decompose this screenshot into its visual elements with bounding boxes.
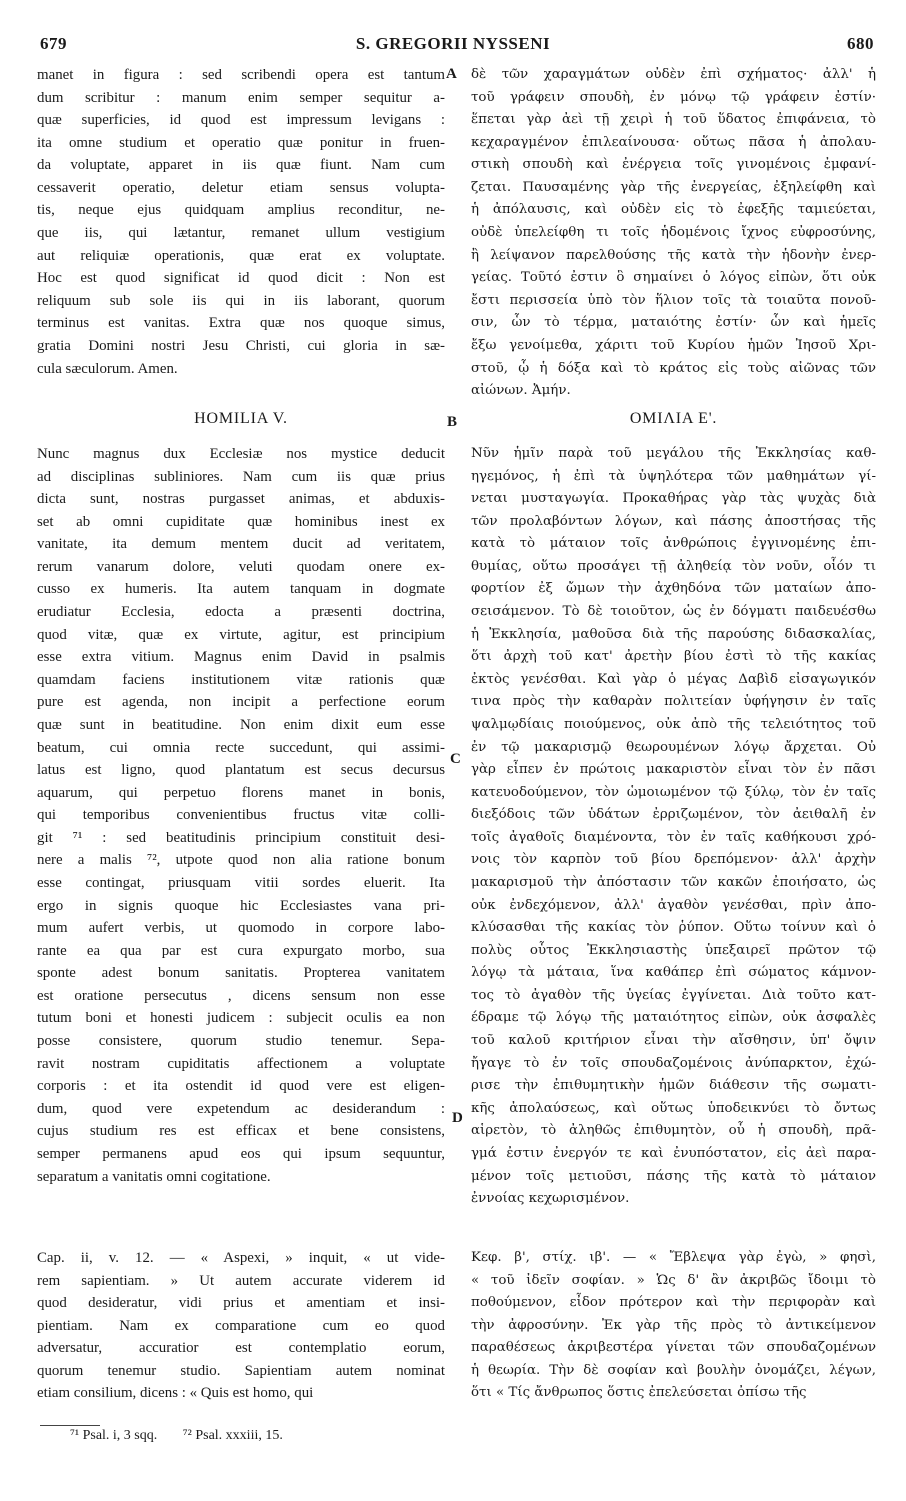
text-line: ἔστι περισσεία ὑπὸ τὸν ἥλιον τοῖς τὰ τοιαῦτα πονοῦ-	[471, 292, 876, 308]
text-line: στικὴ σπουδὴ καὶ ἐνέργεια τοῖς γινομένοις ἐμφανί-	[471, 157, 876, 173]
text-line: ρισε τὴν ἐπιθυμητικὴν ἡμῶν διάθεσιν τῆς σωματι-	[471, 1078, 876, 1094]
text-line: dum scribitur : manum enim semper sequitur a-	[37, 89, 445, 106]
text-line: est oratione persecutus , dicens sensum non esse	[37, 987, 445, 1004]
text-line: pure est agenda, non incipit a perfectione eorum	[37, 694, 445, 711]
text-line: ravit nostram cupiditatis affectionem a voluptate	[37, 1055, 445, 1072]
text-line: ἐννοίας κεχωρισμένον.	[471, 1191, 630, 1207]
text-line: cula sæculorum. Amen.	[37, 360, 178, 377]
text-line: ζεται. Παυσαμένης γὰρ τῆς ἐνεργείας, ἐξηλείφθη καὶ	[471, 179, 876, 195]
text-line: νεται μυσταγωγία. Προκαθήρας γὰρ τὰς ψυχὰς διὰ	[471, 491, 876, 507]
latin-homily-body	[37, 443, 445, 1188]
greek-intro	[471, 64, 876, 403]
text-line: dum, quod vere expetendum ac desiderandum :	[37, 1100, 445, 1117]
text-line: git ⁷¹ : sed beatitudinis principium constituit desi-	[37, 829, 445, 846]
text-line: στοῦ, ᾧ ἡ δόξα καὶ τὸ κράτος εἰς τοὺς αἰῶνας τῶν	[471, 360, 876, 376]
text-line: mum aufert verbis, ut quomodo in corpore labo-	[37, 920, 445, 937]
running-title: S. GREGORII NYSSENI	[355, 34, 551, 53]
text-line: erudiatur Ecclesia, edocta a præsenti doctrina,	[37, 604, 445, 621]
text-line: νοις τὸν καρπὸν τοῦ βίου δρεπόμενον· ἀλλ' ἀρχὴν	[471, 852, 876, 868]
text-line: γμά ἐστιν ἐνεργόν τε καὶ ἐνυπόστατον, εἰς ἀεὶ παρα-	[471, 1145, 876, 1161]
text-line: semper permanens apud eos qui ipsum sequuntur,	[37, 1145, 445, 1162]
text-line: sponte adest bonum sanitatis. Propterea vanitatem	[37, 965, 445, 982]
text-line: quod vitæ, quæ ex virtute, agitur, est principium	[37, 626, 445, 643]
text-line: que iis, qui lætantur, remanet ullum vestigium	[37, 225, 445, 242]
text-line: ἐν τῷ μακαρισμῷ θεωρουμένων λόγῳ ἄρχεται. Οὐ	[471, 739, 876, 755]
page-number-right: 680	[847, 34, 874, 53]
text-line: ποθούμενον, εἶδον πρότερον καὶ τὴν περιφορὰν καὶ	[471, 1295, 876, 1311]
greek-homily-body	[471, 443, 876, 1211]
text-line: adversatur, accuratior est contemplatio eorum,	[37, 1340, 445, 1357]
text-line: ad disciplinas subliniores. Nam cum iis quæ prius	[37, 468, 445, 485]
text-line: « τοῦ ἰδεῖν σοφίαν. » Ὡς δ' ἂν ἀκριβῶς ἴδοιμι τὸ	[471, 1272, 876, 1288]
text-line: esse contingat, priusquam vitii sordes eluerit. Ita	[37, 874, 445, 891]
text-line: manet in figura : sed scribendi opera est tantum	[37, 67, 445, 83]
text-line: έδραμε τῷ λόγῳ τῆς ματαιότητος εἰπὼν, οὐκ ἀσφαλὲς	[471, 1010, 876, 1026]
text-line: ἡ Ἐκκλησία, μαθοῦσα διὰ τῆς παρούσης διδασκαλίας,	[471, 626, 876, 642]
text-line: Nunc magnus dux Ecclesiæ nos mystice deducit	[37, 446, 445, 462]
text-line: ἡ θεωρία. Τὴν δὲ σοφίαν καὶ βουλὴν ὀνομάζει, λέγων,	[471, 1362, 876, 1378]
text-line: κεχαραγμένον ἐπιλεαίνουσα· οὕτως πᾶσα ἡ ἀπολαυ-	[471, 134, 876, 150]
text-line: αἰώνων. Ἀμήν.	[471, 383, 571, 399]
footnotes	[70, 1428, 305, 1444]
text-line: ἤγαγε τὸ ἐν τοῖς σπουδαζομένοις ἀνύπαρκτον, ἐχώ-	[471, 1055, 876, 1071]
text-line: τος τὸ ἀγαθὸν τῆς ὑγείας ἐγγίνεται. Διὰ τοῦτο κατ-	[471, 987, 876, 1003]
margin-letter-c: C	[450, 751, 461, 767]
text-line: cessaverit operatio, deletur etiam sensus volupta-	[37, 179, 445, 196]
text-line: set ab omni cupiditate quæ hominibus inest ex	[37, 513, 445, 530]
text-line: ἔξω γενοίμεθα, χάριτι τοῦ Κυρίου ἡμῶν Ἰησοῦ Χρι-	[471, 337, 876, 353]
footnote-72: ⁷² Psal. xxxiii, 15.	[182, 1428, 283, 1443]
text-line: ὅτι « Τίς ἄνθρωπος ὅστις ἐπελεύσεται ὀπίσω τῆς	[471, 1385, 807, 1401]
text-line: Κεφ. β', στίχ. ιβ'. — « Ἔβλεψα γὰρ ἐγὼ, » φησὶ,	[471, 1250, 876, 1265]
text-line: αἱρετὸν, τὸ ἀληθῶς ἐπιθυμητὸν, οὗ ἡ σπουδὴ, πρᾶ-	[471, 1123, 876, 1139]
text-line: ηγεμόνος, ἡ ἐπὶ τὰ ὑψηλότερα τῶν μαθημάτων γί-	[471, 468, 876, 484]
text-line: φορτίον ἐξ ὤμων τὴν ἀχθηδόνα τῶν ματαίων ἀπο-	[471, 581, 876, 597]
text-line: κατὰ τὸ μάταιον τοῖς ἀνθρώποις ἐγγινομένης ἐπι-	[471, 536, 876, 552]
latin-intro	[37, 64, 445, 380]
latin-cap-paragraph	[37, 1247, 445, 1405]
margin-letter-a: A	[446, 66, 457, 82]
text-line: σεισάμενον. Τὸ δὲ τοιοῦτον, ὡς ἐν δόγματι παιδευέσθω	[471, 604, 876, 620]
text-line: beatum, cui omnia recte succedunt, qui assimi-	[37, 739, 445, 756]
text-line: tutum boni et honesti judicem : subjecit oculis ea non	[37, 1010, 445, 1027]
text-line: κατευοδούμενον, τὸν ὡμοιωμένον τῷ ξύλῳ, τὸν ἐν ταῖς	[471, 784, 876, 800]
text-line: μακαρισμοῦ τὴν ἀπόστασιν τῶν κακῶν ἐποιήσατο, ὡς	[471, 874, 876, 890]
text-line: κλύσασθαι τῆς κακίας τὸν ῥύπον. Οὕτω τοίνυν καὶ ὁ	[471, 920, 876, 936]
text-line: vanitate, ita demum mentem ducit ad veritatem,	[37, 536, 445, 553]
text-line: ἡ ἀπόλαυσις, καὶ οὐδὲν εἰς τὸ ἐφεξῆς ταμιεύεται,	[471, 202, 876, 218]
text-line: ἕπεται γὰρ ἀεὶ τῇ χειρὶ ἡ τοῦ ὕδατος ἐπιφάνεια, τὸ	[471, 112, 876, 128]
text-line: cujus studium res est efficax et bene consistens,	[37, 1123, 445, 1140]
text-line: nere a malis ⁷², utpote quod non alia ratione bonum	[37, 852, 445, 869]
text-line: aut reliquiæ operationis, quæ erat ex voluptate.	[37, 247, 445, 264]
text-line: quamdam faciens institutionem vitæ rationis quæ	[37, 671, 445, 688]
text-line: da voluptate, apparet in iis quæ fiunt. Nam cum	[37, 157, 445, 174]
greek-cap-paragraph	[471, 1247, 876, 1405]
text-line: θυμίας, οὕτω προσάγει τῇ ἀληθείᾳ τὸν νοῦν, οἷόν τι	[471, 558, 876, 574]
text-line: γὰρ εἶπεν ἐν πρώτοις μακαριστὸν εἶναι τὸν ἐν πᾶσι	[471, 762, 876, 778]
text-line: Cap. ii, v. 12. — « Aspexi, » inquit, « ut vide-	[37, 1250, 445, 1266]
text-line: διεξόδοις τῶν ὑδάτων ἐρριζωμένον, τὸν ἀειθαλῆ ἐν	[471, 807, 876, 823]
text-line: παραθέσεως ἀκριβεστέρα γίνεται τῶν σπουδαζομένων	[471, 1340, 876, 1356]
text-line: ψαλμῳδίαις ποιούμενος, οὐκ ἀπὸ τῆς τελειότητος τοῦ	[471, 716, 876, 732]
text-line: ὅτι ἀρχὴ τοῦ κατ' ἀρετὴν βίου ἐστὶ τὸ τῆς κακίας	[471, 649, 876, 665]
text-line: τῶν προλαβόντων λόγων, καὶ πάσης ἀποστήσας τῆς	[471, 513, 876, 529]
text-line: quod desideratur, vidi prius et amentiam et insi-	[37, 1295, 445, 1312]
text-line: μένον τοῖς μετιοῦσι, πάσης τῆς κατὰ τὸ μάταιον	[471, 1168, 876, 1184]
text-line: σιν, ὧν τὸ τέρμα, ματαιότης ἐστίν· ὧν καὶ ἡμεῖς	[471, 315, 876, 331]
text-line: Νῦν ἡμῖν παρὰ τοῦ μεγάλου τῆς Ἐκκλησίας καθ-	[471, 446, 876, 461]
footnote-71: ⁷¹ Psal. i, 3 sqq.	[70, 1428, 158, 1443]
page-number-left: 679	[40, 34, 67, 53]
text-line: dicta sunt, nostras purgasset animas, et abduxis-	[37, 491, 445, 508]
text-line: ergo in signis quoque hic Ecclesiastes vana pri-	[37, 897, 445, 914]
text-line: Hoc est quod significat id quod dicit : Non est	[37, 270, 445, 287]
margin-letter-d: D	[452, 1110, 463, 1126]
text-line: τινα πρὸς τὴν καθαρὰν πολιτείαν ὑφήγησιν ἐν ταῖς	[471, 694, 876, 710]
greek-homily-heading: ΟΜΙΛΙΑ Ε'.	[629, 410, 718, 427]
text-line: aquarum, qui perpetuo florens manet in bonis,	[37, 784, 445, 801]
text-line: etiam consilium, dicens : « Quis est homo, qui	[37, 1385, 314, 1402]
text-line: latus est ligno, quod plantatum est secus decursus	[37, 762, 445, 779]
text-line: τοῦ γράφειν σπουδὴ, ἐν μόνῳ τῷ γράφειν ἐστίν·	[471, 89, 876, 105]
footnote-rule	[40, 1425, 100, 1426]
text-line: τὴν ἀφροσύνην. Ἐκ γὰρ τῆς πρὸς τὸ ἀντικείμενον	[471, 1317, 876, 1333]
text-line: quæ superficies, id quod est impressum levigans :	[37, 112, 445, 129]
text-line: corporis : et ita ostendit id quod vere est eligen-	[37, 1078, 445, 1095]
text-line: gratia Domini nostri Jesu Christi, cui gloria in sæ-	[37, 337, 445, 354]
text-line: separatum a vanitatis omni cogitatione.	[37, 1168, 271, 1185]
text-line: οὐδὲ ὑπελείφθη τι τοῖς ἡδομένοις ἴχνος εὐφροσύνης,	[471, 225, 876, 241]
text-line: γείας. Τοῦτό ἐστιν ὃ σημαίνει ὁ λόγος εἰπὼν, ὅτι οὐκ	[471, 270, 876, 286]
text-line: rante ea qua par est cura expurgato morbo, sua	[37, 942, 445, 959]
text-line: rem sapientiam. » Ut autem accurate viderem id	[37, 1272, 445, 1289]
text-line: quorum tenemur studio. Sapientiam autem nominat	[37, 1362, 445, 1379]
text-line: cusso ex humeris. Ita autem tanquam in dogmate	[37, 581, 445, 598]
text-line: τοῖς ἀγαθοῖς διαμένοντα, τὸν ἐν ταῖς καθήκουσι χρό-	[471, 829, 876, 845]
text-line: tis, neque ejus quidquam amplius reconditur, ne-	[37, 202, 445, 219]
text-line: κῆς ἀπολαύσεως, καὶ οὕτως ὑποδεικνύει τὸ ὄντως	[471, 1100, 876, 1116]
text-line: reliquum sub sole iis qui in iis laborant, quorum	[37, 292, 445, 309]
text-line: rerum vanarum dolore, veluti quodam onere ex-	[37, 558, 445, 575]
text-line: πολὺς οὗτος Ἐκκλησιαστὴς ὑπεξαιρεῖ πρῶτον τῷ	[471, 942, 876, 958]
text-line: ita omne studium et operatio quæ ponitur in fruen-	[37, 134, 445, 151]
text-line: ἢ λείψανον παρελθούσης τῆς κατὰ τὴν ἡδονὴν ἐνερ-	[471, 247, 876, 263]
text-line: posse consistere, quorum studio tenemur. Sepa-	[37, 1033, 445, 1050]
text-line: λόγῳ τὰ μάταια, ἵνα καθάπερ ἐπὶ σώματος κάμνον-	[471, 965, 876, 981]
text-line: terminus est vanitas. Extra quæ nos quoque simus,	[37, 315, 445, 332]
text-line: quæ sunt in beatitudine. Non enim dixit eum esse	[37, 716, 445, 733]
text-line: pientiam. Nam ex comparatione cum eo quod	[37, 1317, 445, 1334]
text-line: esse extra vitium. Magnus enim David in psalmis	[37, 649, 445, 666]
text-line: ἐκτὸς γενέσθαι. Καὶ γὰρ ὁ μέγας Δαβὶδ εἰσαγωγικόν	[471, 671, 876, 687]
text-line: δὲ τῶν χαραγμάτων οὐδὲν ἐπὶ σχήματος· ἀλλ' ἡ	[471, 67, 876, 82]
text-line: qui temporibus convenientibus fructus vitæ colli-	[37, 807, 445, 824]
text-line: τοῦ καλοῦ κριτήριον εἶναι τὴν αἴσθησιν, ὑπ' ὄψιν	[471, 1033, 876, 1049]
latin-homily-heading: HOMILIA V.	[194, 410, 288, 427]
text-line: οὐκ ἐνδεχόμενον, ἀλλ' ἀγαθὸν γενέσθαι, πρὶν ἀπο-	[471, 897, 876, 913]
margin-letter-b: B	[447, 414, 458, 430]
